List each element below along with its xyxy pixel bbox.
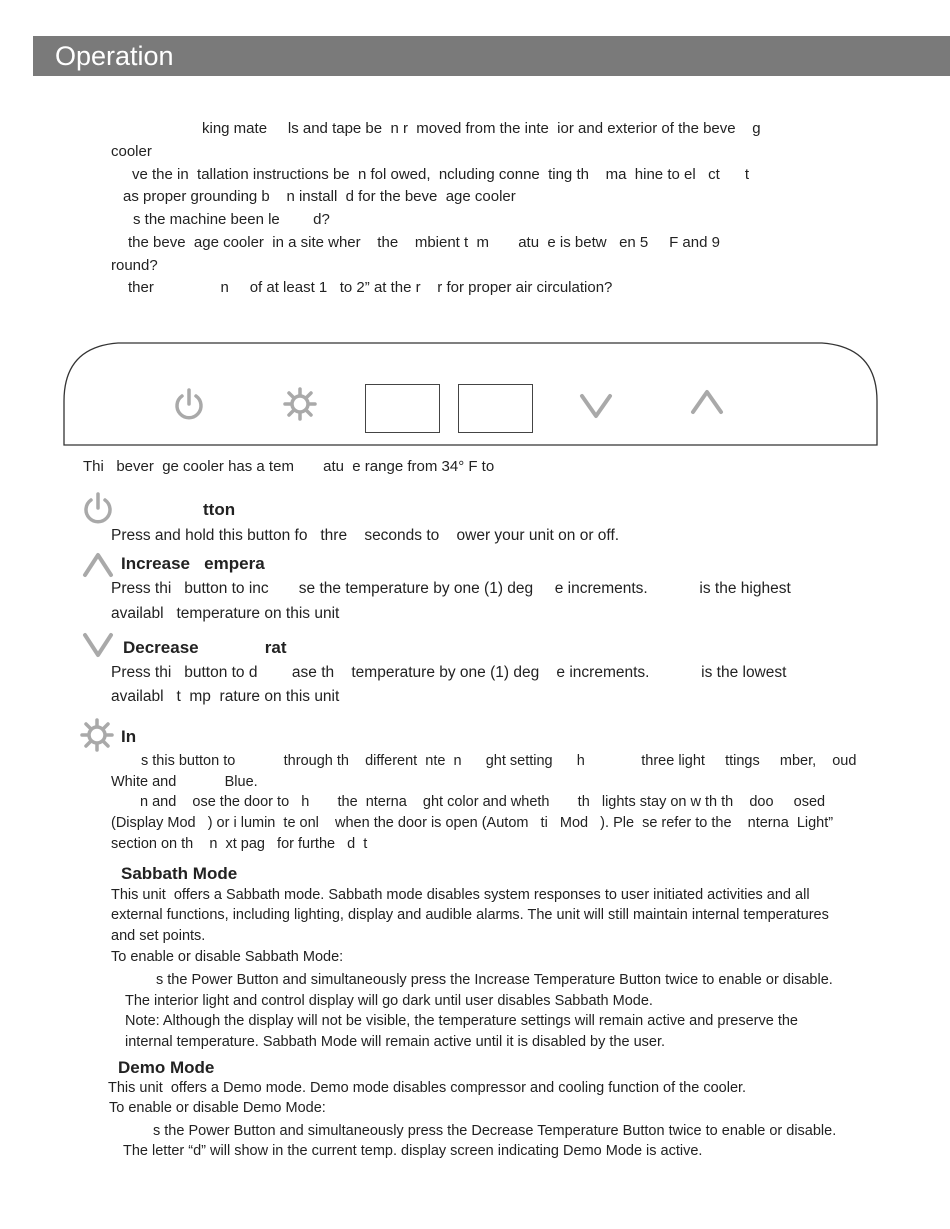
sabbath-mode-step: internal temperature. Sabbath Mode will remain active until it is disabled by the user. (125, 1034, 666, 1050)
increase-temperature-heading: Increase empera (121, 554, 265, 573)
checklist-line: s the machine been le d? (133, 211, 330, 228)
power-icon (81, 489, 115, 525)
temperature-display-right (458, 384, 533, 433)
chevron-up-icon (689, 387, 725, 417)
decrease-temperature-text: Press thi button to d ase th temperature by one (1) deg e increments. is the lowest (111, 664, 787, 681)
sabbath-mode-text: external functions, including lighting, display and audible alarms. The unit will still maintain internal temperatures (111, 907, 829, 923)
interior-light-heading: In (121, 727, 137, 746)
decrease-temperature-heading: Decrease rat (123, 638, 287, 657)
checklist-line: round? (111, 257, 158, 274)
section-header-bar (33, 36, 950, 76)
demo-mode-text: To enable or disable Demo Mode: (109, 1100, 326, 1116)
chevron-down-icon (81, 630, 117, 660)
interior-light-text: s this button to through th different nte n ght setting h three light ttings mber, oud (141, 753, 857, 769)
demo-mode-heading: Demo Mode (118, 1058, 215, 1077)
power-icon (172, 385, 206, 423)
interior-light-text: White and Blue. (111, 774, 258, 790)
control-panel-diagram (62, 341, 880, 449)
sabbath-mode-heading: Sabbath Mode (121, 864, 238, 883)
checklist-line: king mate ls and tape be n r moved from the inte ior and exterior of the beve g (202, 120, 761, 137)
light-gear-icon (283, 387, 317, 421)
interior-light-text: n and ose the door to h the nterna ght color and wheth th lights stay on w th th doo osed (140, 794, 826, 810)
sabbath-mode-text: To enable or disable Sabbath Mode: (111, 949, 344, 965)
demo-mode-text: This unit offers a Demo mode. Demo mode disables compressor and cooling function of the cooler. (108, 1080, 747, 1096)
temperature-range-caption: Thi bever ge cooler has a tem atu e range from 34° F to (83, 458, 495, 475)
power-button-text: Press and hold this button fo thre seconds to ower your unit on or off. (111, 527, 620, 544)
checklist-line: as proper grounding b n install d for the beve age cooler (123, 188, 516, 205)
sabbath-mode-text: This unit offers a Sabbath mode. Sabbath mode disables system responses to user initiated activities and all (111, 887, 810, 903)
chevron-down-icon (578, 391, 614, 421)
checklist-line: ve the in tallation instructions be n fol owed, ncluding conne ting th ma hine to el ct t (132, 166, 750, 183)
sabbath-mode-text: and set points. (111, 928, 206, 944)
increase-temperature-text: availabl temperature on this unit (111, 605, 340, 622)
sabbath-mode-step: s the Power Button and simultaneously press the Increase Temperature Button twice to enable or disable. (156, 972, 833, 988)
page-title: Operation (55, 41, 174, 71)
power-button-heading: tton (203, 500, 236, 519)
interior-light-text: (Display Mod ) or i lumin te onl when the door is open (Autom ti Mod ). Ple se refer to the nterna Light” (111, 815, 834, 831)
checklist-line: the beve age cooler in a site wher the mbient t m atu e is betw en 5 F and 9 (128, 234, 720, 251)
interior-light-text: section on th n xt pag for furthe d t (111, 836, 368, 852)
checklist-line: ther n of at least 1 to 2” at the r r for proper air circulation? (128, 279, 613, 296)
decrease-temperature-text: availabl t mp rature on this unit (111, 688, 340, 705)
light-gear-icon (80, 718, 114, 752)
demo-mode-step: The letter “d” will show in the current temp. display screen indicating Demo Mode is active. (123, 1143, 703, 1159)
chevron-up-icon (81, 550, 115, 580)
increase-temperature-text: Press thi button to inc se the temperature by one (1) deg e increments. is the highest (111, 580, 791, 597)
temperature-display-left (365, 384, 440, 433)
sabbath-mode-step: The interior light and control display will go dark until user disables Sabbath Mode. (125, 993, 653, 1009)
demo-mode-step: s the Power Button and simultaneously press the Decrease Temperature Button twice to enable or disable. (153, 1123, 837, 1139)
sabbath-mode-step: Note: Although the display will not be visible, the temperature settings will remain active and preserve the (125, 1013, 798, 1029)
checklist-line: cooler (111, 143, 152, 160)
